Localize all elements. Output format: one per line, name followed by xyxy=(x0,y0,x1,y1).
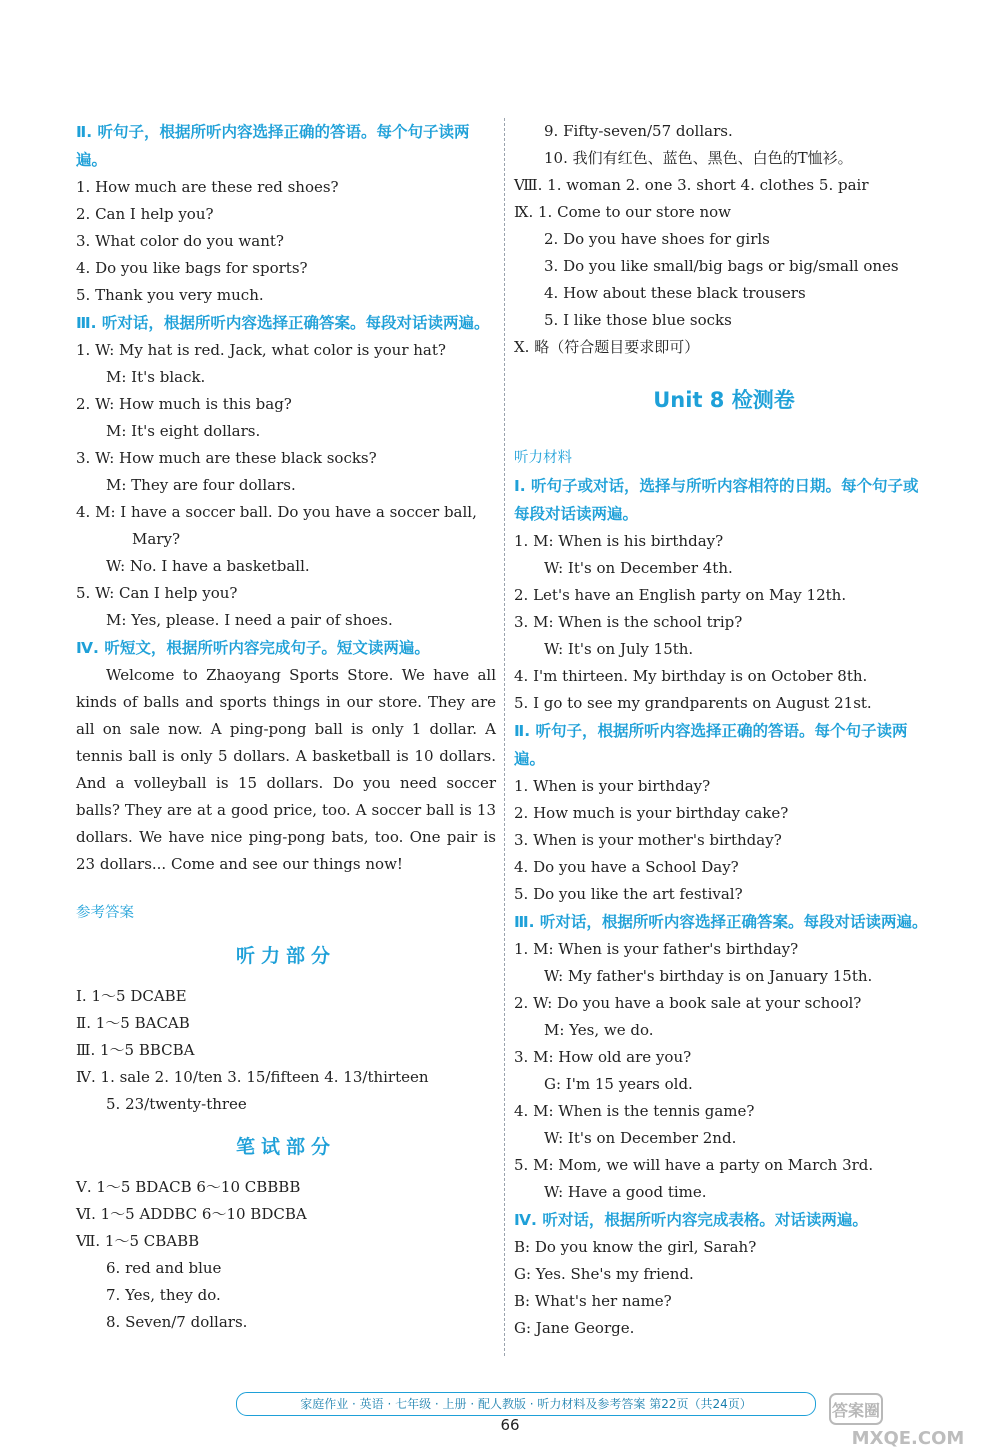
dialogue-line: 3. M: When is the school trip? xyxy=(514,613,743,631)
answer-line: Ⅹ. 略（符合题目要求即可） xyxy=(514,338,700,356)
answer-line: Ⅳ. 1. sale 2. 10/ten 3. 15/fifteen 4. 13/thirteen xyxy=(76,1068,429,1086)
answer-line: 7. Yes, they do. xyxy=(106,1286,221,1304)
list-item: 2. Can I help you? xyxy=(76,205,214,223)
right-column xyxy=(514,118,934,1342)
column-divider xyxy=(504,118,505,1356)
list-item: 3. What color do you want? xyxy=(76,232,284,250)
answer-line: 5. 23/twenty-three xyxy=(106,1095,247,1113)
list-item: 3. When is your mother's birthday? xyxy=(514,831,782,849)
dialogue-line: 5. W: Can I help you? xyxy=(76,584,238,602)
dialogue-line: 1. M: When is his birthday? xyxy=(514,532,724,550)
dialogue-line: W: No. I have a basketball. xyxy=(106,557,310,575)
dialogue-line: G: Yes. She's my friend. xyxy=(514,1265,694,1283)
answer-line: 9. Fifty-seven/57 dollars. xyxy=(544,122,733,140)
answer-line: Ⅵ. 1～5 ADDBC 6～10 BDCBA xyxy=(76,1205,307,1223)
dialogue-line: B: What's her name? xyxy=(514,1292,672,1310)
left-column xyxy=(76,118,496,1336)
answer-line: 3. Do you like small/big bags or big/small ones xyxy=(544,257,899,275)
answer-line: 2. Do you have shoes for girls xyxy=(544,230,770,248)
page-number: 66 xyxy=(500,1416,520,1434)
answer-line: Ⅰ. 1～5 DCABE xyxy=(76,987,187,1005)
dialogue-line: 2. W: How much is this bag? xyxy=(76,395,292,413)
dialogue-line: 1. M: When is your father's birthday? xyxy=(514,940,799,958)
answer-line: Ⅸ. 1. Come to our store now xyxy=(514,203,732,221)
dialogue-line: M: It's black. xyxy=(106,368,206,386)
list-item: 5. Do you like the art festival? xyxy=(514,885,743,903)
list-item: 5. Thank you very much. xyxy=(76,286,264,304)
dialogue-line: 3. W: How much are these black socks? xyxy=(76,449,377,467)
list-item: 4. Do you have a School Day? xyxy=(514,858,739,876)
unit-section-1-title: Ⅰ. 听句子或对话，选择与所听内容相符的日期。每个句子或每段对话读两遍。 xyxy=(514,477,919,523)
answer-line: 10. 我们有红色、蓝色、黑色、白色的T恤衫。 xyxy=(544,149,853,167)
dialogue-line: W: Have a good time. xyxy=(544,1183,707,1201)
list-item: 1. When is your birthday? xyxy=(514,777,711,795)
watermark-cn-text: 答案圈 xyxy=(831,1401,881,1420)
dialogue-line: 2. W: Do you have a book sale at your school? xyxy=(514,994,862,1012)
listening-material-title: 听力材料 xyxy=(514,450,572,466)
dialogue-line: 4. M: When is the tennis game? xyxy=(514,1102,755,1120)
dialogue-line: M: It's eight dollars. xyxy=(106,422,261,440)
list-item: 4. Do you like bags for sports? xyxy=(76,259,308,277)
dialogue-line: 5. M: Mom, we will have a party on March 3rd. xyxy=(514,1156,874,1174)
list-item: 1. How much are these red shoes? xyxy=(76,178,339,196)
listening-part-title: 听力部分 xyxy=(235,945,336,967)
written-part-title: 笔试部分 xyxy=(235,1136,336,1158)
reference-answers-title: 参考答案 xyxy=(76,905,134,921)
answer-line: Ⅶ. 1～5 CBABB xyxy=(76,1232,200,1250)
dialogue-line: W: It's on July 15th. xyxy=(544,640,694,658)
answer-line: Ⅲ. 1～5 BBCBA xyxy=(76,1041,195,1059)
dialogue-line: 5. I go to see my grandparents on August 21st. xyxy=(514,694,872,712)
passage: Welcome to Zhaoyang Sports Store. We have all kinds of balls and sports things in our store. They are all on sale now. A ping-pong ball is only 1 dollar. A tennis ball is only 5 dollars. A basketball is 10 dollars. And a volleyball is 15 dollars. Do you need soccer balls? They are at a good price, too. A soccer ball is 13 dollars. We have nice ping-pong bats, too. One pair is 23 dollars... Come and see our things now! xyxy=(76,666,496,873)
dialogue-line: 2. Let's have an English party on May 12th. xyxy=(514,586,847,604)
answer-line: 4. How about these black trousers xyxy=(544,284,806,302)
dialogue-line: M: They are four dollars. xyxy=(106,476,296,494)
dialogue-line: M: Yes, please. I need a pair of shoes. xyxy=(106,611,393,629)
list-item: 2. How much is your birthday cake? xyxy=(514,804,789,822)
dialogue-line: 1. W: My hat is red. Jack, what color is your hat? xyxy=(76,341,446,359)
watermark-logo xyxy=(828,1392,988,1448)
unit-section-4-title: Ⅳ. 听对话，根据所听内容完成表格。对话读两遍。 xyxy=(514,1211,868,1229)
answer-line: Ⅱ. 1～5 BACAB xyxy=(76,1014,190,1032)
unit-section-2-title: Ⅱ. 听句子，根据所听内容选择正确的答语。每个句子读两遍。 xyxy=(514,722,908,768)
dialogue-line: 3. M: How old are you? xyxy=(514,1048,692,1066)
dialogue-line: W: My father's birthday is on January 15th. xyxy=(544,967,873,985)
section-3-title: Ⅲ. 听对话，根据所听内容选择正确答案。每段对话读两遍。 xyxy=(76,314,490,332)
dialogue-line: Mary? xyxy=(132,530,180,548)
section-4-title: Ⅳ. 听短文，根据所听内容完成句子。短文读两遍。 xyxy=(76,639,430,657)
answer-line: 8. Seven/7 dollars. xyxy=(106,1313,248,1331)
dialogue-line: G: Jane George. xyxy=(514,1319,635,1337)
answer-line: Ⅴ. 1～5 BDACB 6～10 CBBBB xyxy=(76,1178,301,1196)
watermark-en-text: MXQE.COM xyxy=(851,1428,965,1448)
answer-line: 6. red and blue xyxy=(106,1259,222,1277)
answer-line: Ⅷ. 1. woman 2. one 3. short 4. clothes 5. pair xyxy=(514,176,869,194)
dialogue-line: M: Yes, we do. xyxy=(544,1021,654,1039)
unit-title: Unit 8 检测卷 xyxy=(653,388,795,412)
dialogue-line: W: It's on December 2nd. xyxy=(544,1129,737,1147)
dialogue-line: G: I'm 15 years old. xyxy=(544,1075,693,1093)
dialogue-line: B: Do you know the girl, Sarah? xyxy=(514,1238,757,1256)
answer-line: 5. I like those blue socks xyxy=(544,311,732,329)
section-2-title: Ⅱ. 听句子，根据所听内容选择正确的答语。每个句子读两遍。 xyxy=(76,123,470,169)
footer-banner: 家庭作业 · 英语 · 七年级 · 上册 · 配人教版 · 听力材料及参考答案 第22页（共24页） xyxy=(236,1392,816,1416)
dialogue-line: W: It's on December 4th. xyxy=(544,559,733,577)
dialogue-line: 4. M: I have a soccer ball. Do you have a soccer ball, xyxy=(76,503,477,521)
unit-section-3-title: Ⅲ. 听对话，根据所听内容选择正确答案。每段对话读两遍。 xyxy=(514,913,928,931)
dialogue-line: 4. I'm thirteen. My birthday is on October 8th. xyxy=(514,667,868,685)
